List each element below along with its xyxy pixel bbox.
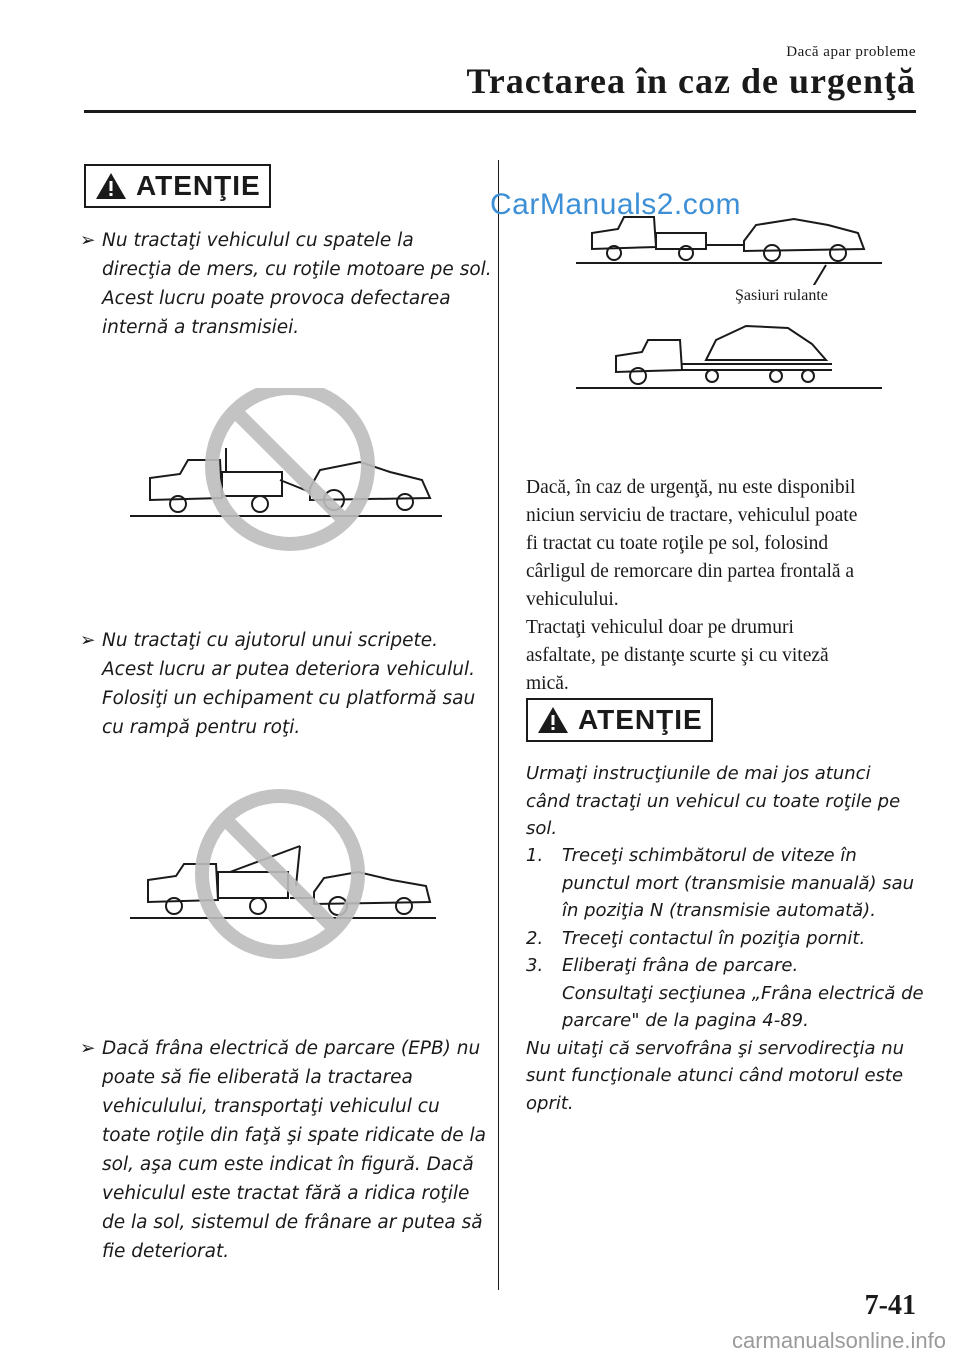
text-line: niciun serviciu de tractare, vehiculul poate <box>526 505 858 526</box>
text-line: direcţia de mers, cu roţile motoare pe sol. <box>102 259 492 280</box>
text-line: Dacă frâna electrică de parcare (EPB) nu <box>102 1038 481 1059</box>
arrow-bullet-icon: ➢ <box>80 230 96 251</box>
step-item <box>526 842 924 925</box>
text-line: poate să fie eliberată la tractarea <box>102 1067 413 1088</box>
text-line: vehiculul este tractat fără a ridica roţile <box>102 1183 470 1204</box>
text-line: Folosiţi un echipament cu platformă sau <box>102 688 476 709</box>
text-line: Nu tractaţi vehiculul cu spatele la <box>102 230 414 251</box>
step-item <box>526 952 924 1035</box>
figure-no-winch-tow <box>130 786 440 966</box>
text-line: oprit. <box>526 1092 574 1114</box>
text-line: când tractaţi un vehicul cu toate roţile pe <box>526 790 901 812</box>
text-line: cu rampă pentru roţi. <box>102 717 301 738</box>
text-line: parcare" de la pagina 4-89. <box>562 1010 809 1031</box>
text-line: toate roţile din faţă şi spate ridicate de la <box>102 1125 486 1146</box>
text-line: în poziţia N (transmisie automată). <box>562 900 876 921</box>
text-line: Eliberaţi frâna de parcare. <box>562 955 799 976</box>
text-line: internă a transmisiei. <box>102 317 300 338</box>
step-number: 1. <box>526 845 544 866</box>
figure-rolling-dollies <box>576 205 886 285</box>
warning-box-right <box>526 698 713 742</box>
page-number: 7-41 <box>864 1290 916 1321</box>
text-line: Treceţi schimbătorul de viteze în <box>562 845 857 866</box>
text-line: asfaltate, pe distanţe scurte şi cu viteză <box>526 645 829 666</box>
arrow-bullet-icon: ➢ <box>80 1038 96 1059</box>
text-line: Nu tractaţi cu ajutorul unui scripete. <box>102 630 438 651</box>
text-line: sol, aşa cum este indicat în figură. Dacă <box>102 1154 474 1175</box>
text-line: vehiculului. <box>526 589 619 610</box>
figure-flatbed <box>576 320 886 392</box>
text-line: Nu uitaţi că servofrâna şi servodirecţia nu <box>526 1037 905 1059</box>
warning-box-left <box>84 164 271 208</box>
text-line: sol. <box>526 818 558 839</box>
text-line: punctul mort (transmisie manuală) sau <box>562 872 915 894</box>
text-line: fie deteriorat. <box>102 1241 230 1262</box>
text-line: Acest lucru ar putea deteriora vehiculul. <box>102 659 475 680</box>
watermark-logo: CarManuals2.com <box>490 188 741 221</box>
caution-text <box>526 760 900 843</box>
step-number: 3. <box>526 955 544 976</box>
text-line: Acest lucru poate provoca defectarea <box>102 288 451 309</box>
step-list <box>526 842 924 1117</box>
bullet-1 <box>80 226 492 342</box>
text-line: mică. <box>526 673 569 694</box>
text-line: de la sol, sistemul de frânare ar putea să <box>102 1212 483 1233</box>
text-line: Treceţi contactul în poziţia pornit. <box>562 927 866 949</box>
section-label: Dacă apar probleme <box>786 44 916 60</box>
text-line: cârligul de remorcare din partea frontală a <box>526 561 855 582</box>
body-paragraph <box>526 474 857 698</box>
warning-label: ATENŢIE <box>578 704 703 735</box>
text-line: Tractaţi vehiculul doar pe drumuri <box>526 617 794 638</box>
text-line: fi tractat cu toate roţile pe sol, folosind <box>526 533 829 554</box>
warning-label: ATENŢIE <box>136 170 261 201</box>
column-divider <box>498 160 499 1290</box>
step-number: 2. <box>526 927 544 949</box>
bullet-2 <box>80 626 476 742</box>
footer-watermark: carmanualsonline.info <box>731 1328 946 1353</box>
figure-caption: Şasiuri rulante <box>735 287 828 304</box>
bullet-3 <box>80 1034 486 1266</box>
figure-no-tow-backwards <box>130 388 450 558</box>
text-line: sunt funcţionale atunci când motorul este <box>526 1065 904 1086</box>
page-title: Tractarea în caz de urgenţă <box>466 61 916 101</box>
text-line: vehiculului, transportaţi vehiculul cu <box>102 1096 440 1117</box>
text-line: Consultaţi secţiunea „Frâna electrică de <box>562 982 924 1004</box>
arrow-bullet-icon: ➢ <box>80 630 96 651</box>
warning-icon <box>536 705 570 735</box>
header-rule <box>84 110 916 113</box>
text-line: Urmaţi instrucţiunile de mai jos atunci <box>526 763 871 784</box>
text-line: Dacă, în caz de urgenţă, nu este disponibil <box>526 477 856 498</box>
warning-icon <box>94 171 128 201</box>
step-item <box>526 925 924 953</box>
